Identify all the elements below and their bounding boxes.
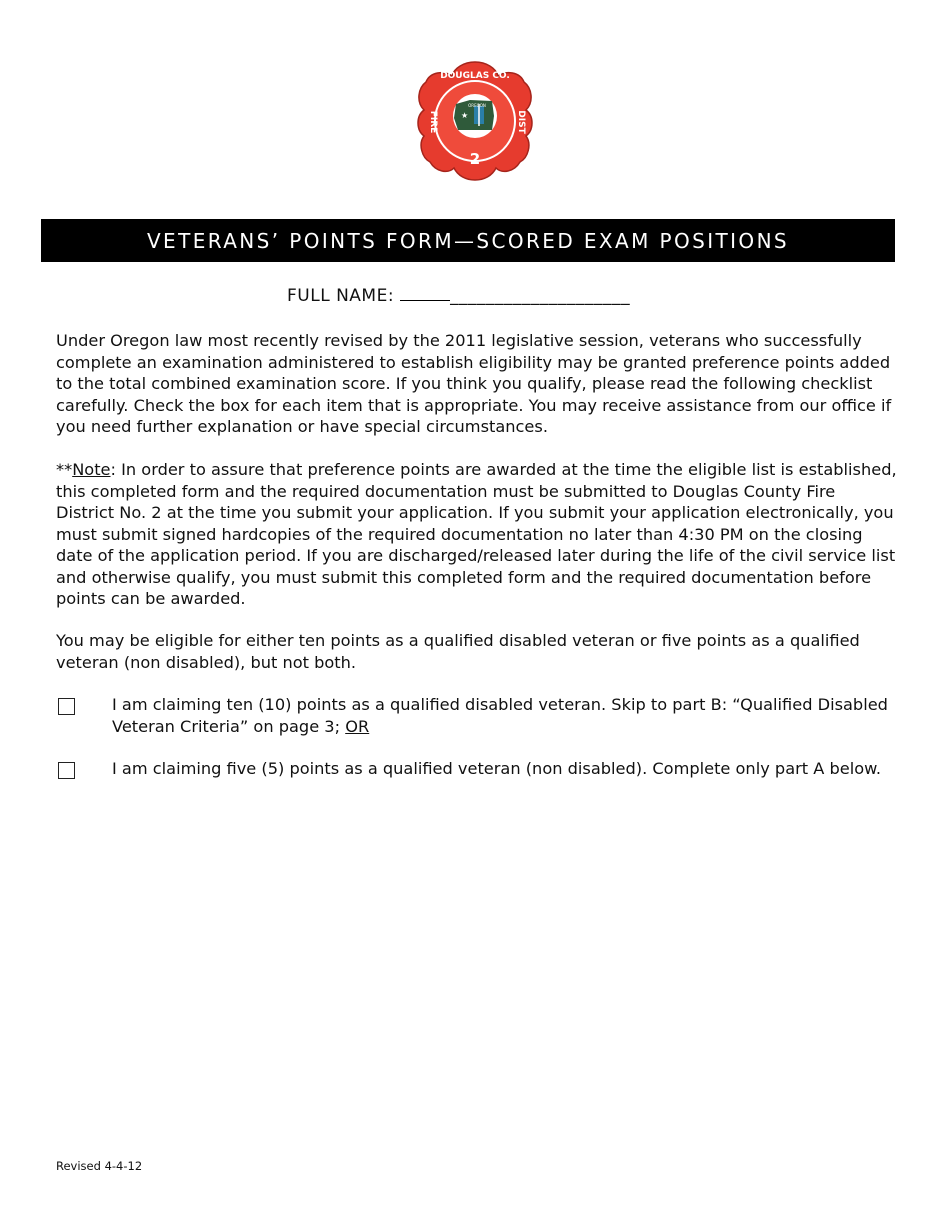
note-label: Note bbox=[72, 460, 111, 479]
logo-number: 2 bbox=[469, 150, 481, 168]
svg-text:★: ★ bbox=[461, 111, 469, 120]
ten-points-checkbox[interactable] bbox=[58, 698, 75, 715]
five-points-checkbox[interactable] bbox=[58, 762, 75, 779]
option-label bbox=[112, 758, 902, 780]
logo-center-text: OREGON bbox=[468, 103, 486, 108]
note-paragraph bbox=[56, 459, 898, 610]
or-text: OR bbox=[345, 716, 370, 736]
form-title: VETERANS’ POINTS FORM—SCORED EXAM POSITIONS bbox=[146, 228, 790, 253]
ten-points-text: I am claiming ten (10) points as a qualified disabled veteran. Skip to part B: “Qualified Disabled Veteran Criteria” on page 3; bbox=[112, 695, 888, 736]
fire-district-logo bbox=[414, 60, 536, 182]
full-name-input-line[interactable] bbox=[400, 286, 450, 301]
option-label bbox=[112, 694, 902, 737]
full-name-underscores: ____________________ bbox=[450, 286, 631, 306]
note-prefix: ** bbox=[56, 460, 73, 479]
eligibility-paragraph: You may be eligible for either ten points as a qualified disabled veteran or five points as a qualified veteran (non disabled), but not both. bbox=[56, 631, 860, 672]
logo-top-text: DOUGLAS CO. bbox=[440, 71, 510, 81]
full-name-field bbox=[287, 286, 630, 306]
logo-right-text: DIST bbox=[516, 110, 526, 134]
logo-left-text: FIRE bbox=[428, 110, 438, 134]
note-body: : In order to assure that preference points are awarded at the time the eligible list is established, this completed form and the required documentation must be submitted to Douglas County Fire District No. 2 at the time you submit your application. If you submit your application electronically, you must submit signed hardcopies of the required documentation no later than 4:30 PM on the closing date of the application period. If you are discharged/released later during the life of the civil service list and otherwise qualify, you must submit this completed form and the required documentation before points can be awarded. bbox=[56, 460, 897, 608]
intro-paragraph: Under Oregon law most recently revised by the 2011 legislative session, veterans who successfully complete an examination administered to establish eligibility may be granted preference points added to the total combined examination score. If you think you qualify, please read the following checklist carefully. Check the box for each item that is appropriate. You may receive assistance from our office if you need further explanation or have special circumstances. bbox=[56, 331, 892, 436]
revision-footer: Revised 4-4-12 bbox=[56, 1159, 143, 1173]
full-name-label: FULL NAME: bbox=[287, 286, 395, 306]
form-title-bar bbox=[41, 219, 895, 262]
five-points-text: I am claiming five (5) points as a qualified veteran (non disabled). Complete only part A below. bbox=[112, 759, 882, 778]
